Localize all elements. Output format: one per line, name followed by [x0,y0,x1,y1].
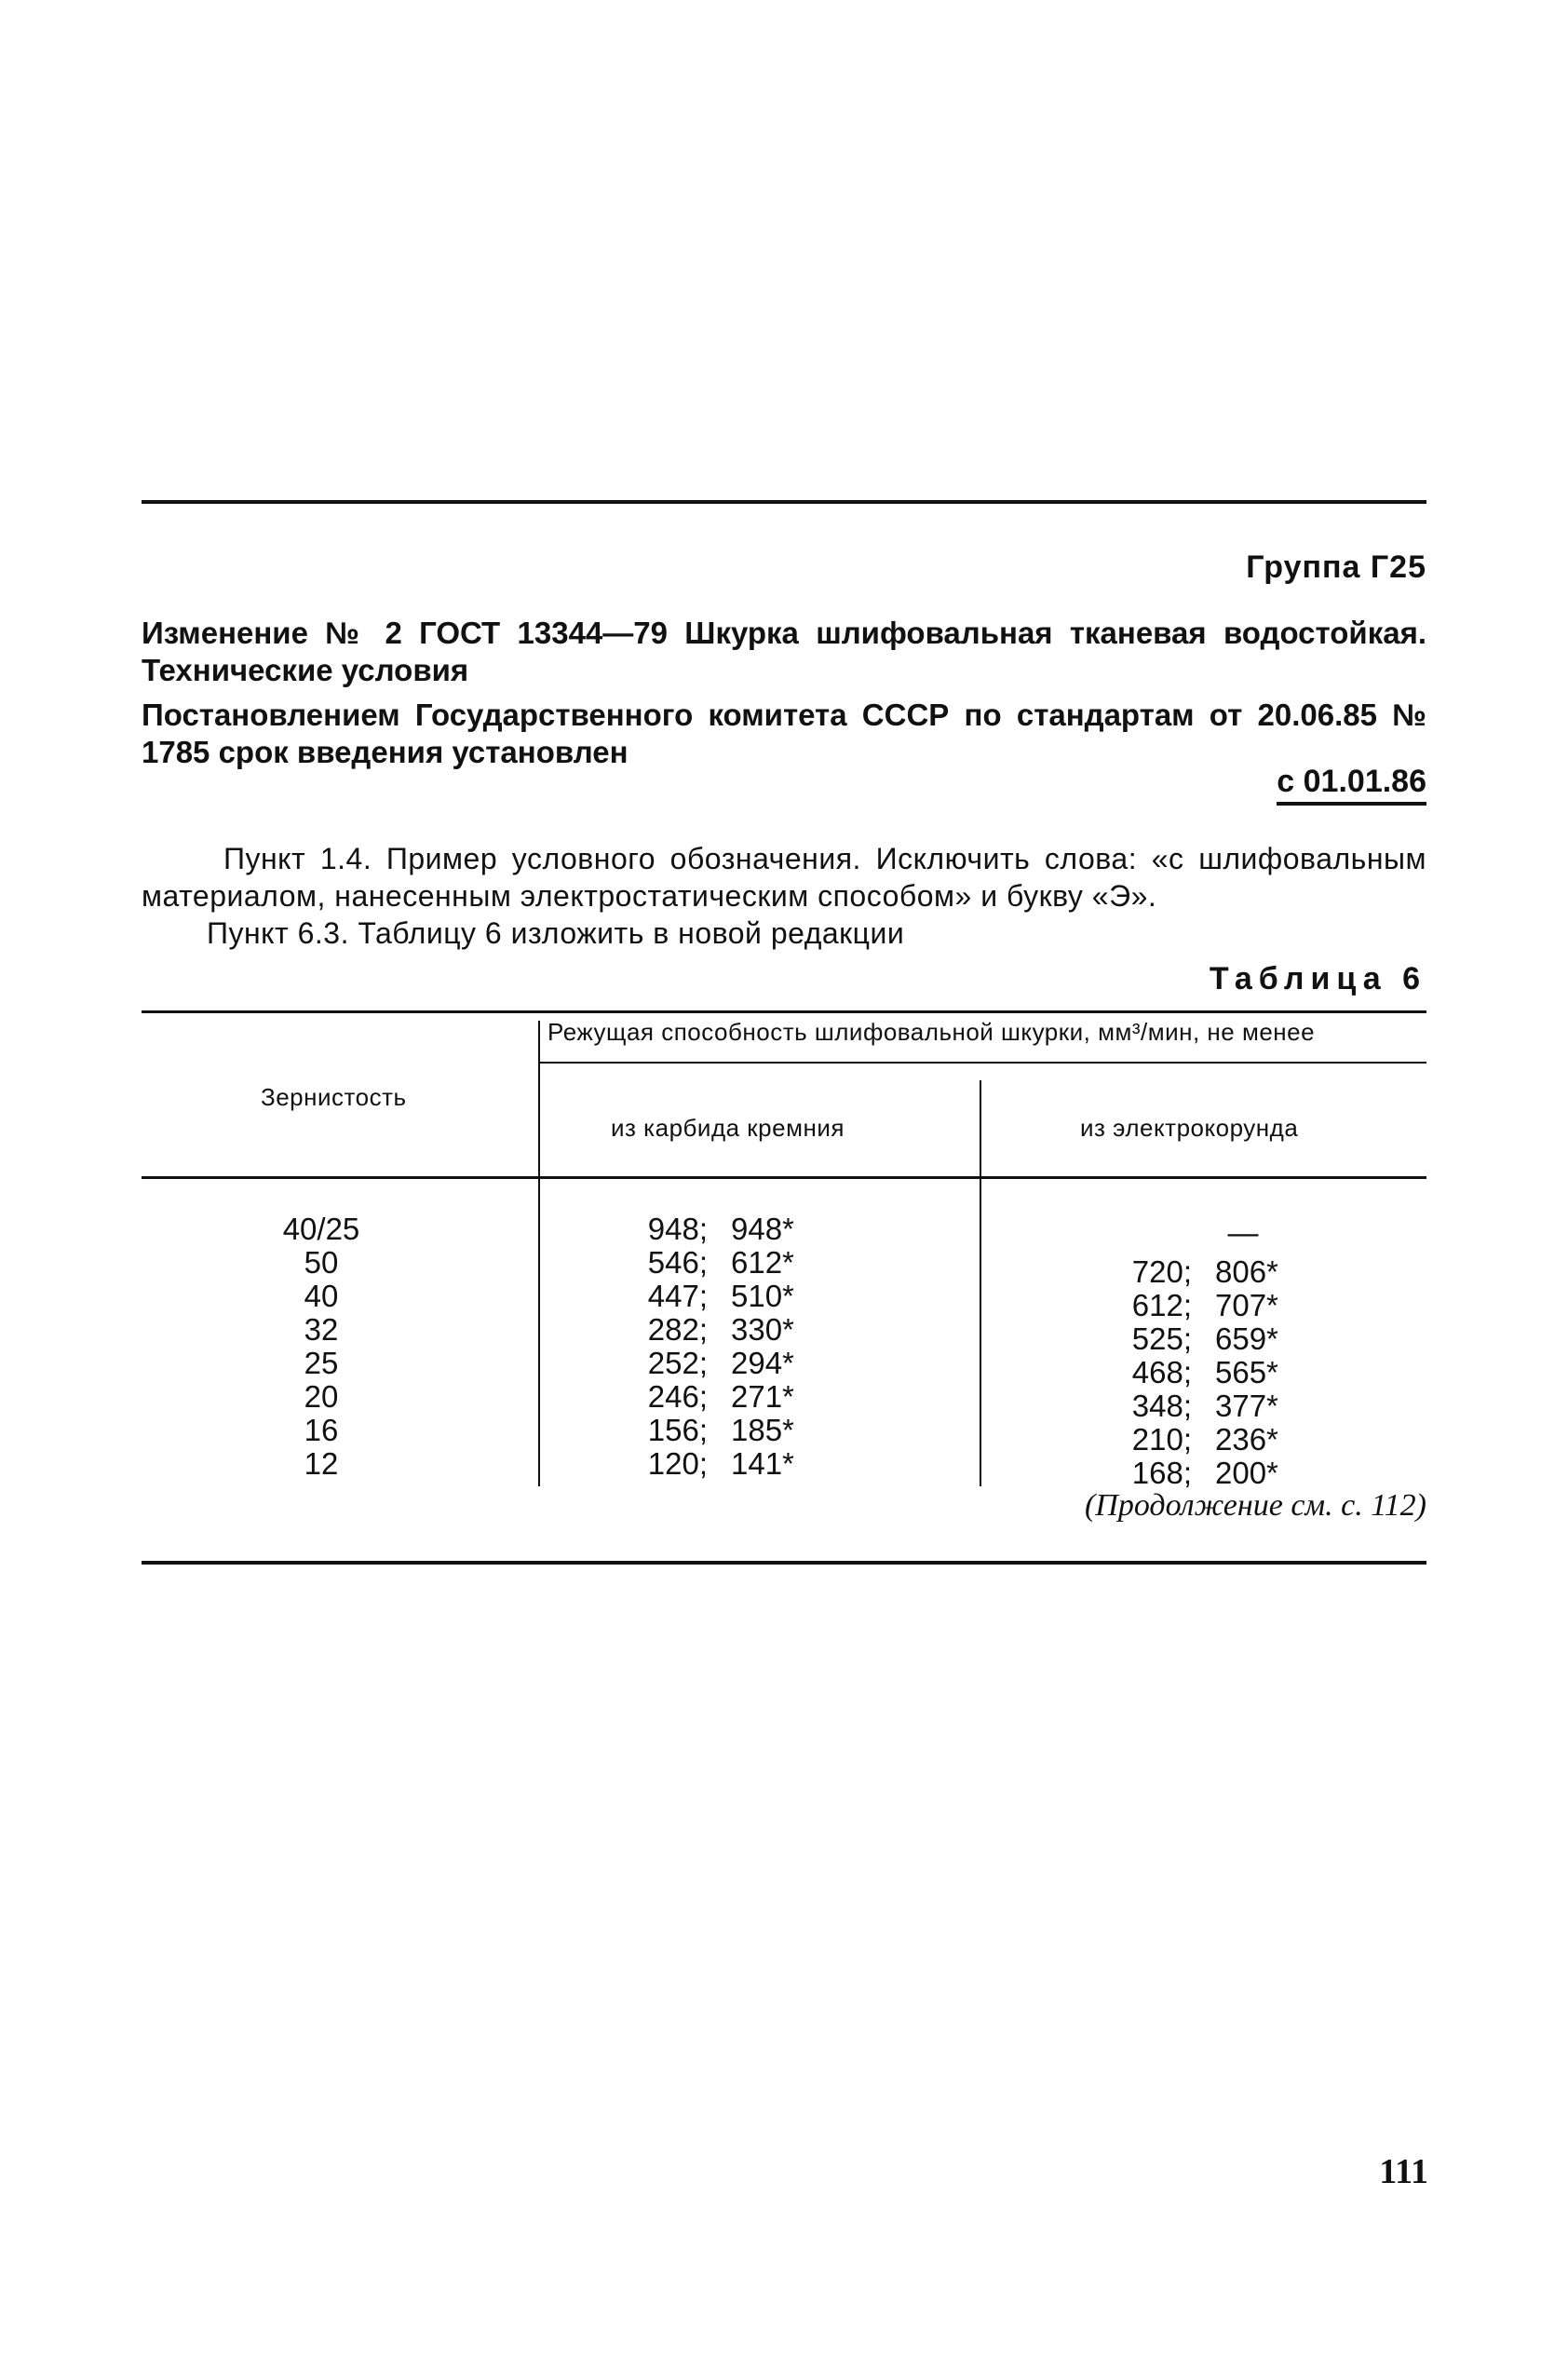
si-value-cell: 246; [647,1379,708,1414]
decree-text: Постановлением Государственного комитета СССР по стандартам от 20.06.85 № 1785 срок введения установлен [142,698,1426,769]
el-value-cell: 468; [1131,1355,1192,1389]
header-grain: Зернистость [261,1083,407,1111]
header-electrocorundum: из электрокорунда [1080,1114,1299,1142]
column-divider-2 [980,1080,981,1486]
el-dash-cell: — [1227,1215,1259,1250]
si-value-star-cell: 948* [731,1212,794,1246]
grain-cell: 40/25 [282,1212,360,1246]
bottom-rule [142,1561,1426,1565]
si-value-star-cell: 330* [731,1312,794,1347]
grain-cell: 16 [304,1413,339,1447]
header-cutting-capacity: Режущая способность шлифовальной шкурки, мм³/мин, не менее [547,1018,1316,1046]
si-value-cell: 282; [647,1312,708,1347]
continuation-note: (Продолжение см. с. 112) [1084,1488,1426,1523]
si-value-cell: 546; [647,1245,708,1280]
page-number: 111 [1379,2152,1428,2191]
si-value-star-cell: 612* [731,1245,794,1280]
paragraph-2: Пункт 6.3. Таблицу 6 изложить в новой редакции [207,916,905,950]
el-value-star-cell: 236* [1215,1422,1278,1457]
grain-cell: 20 [304,1379,339,1414]
el-value-star-cell: 200* [1215,1456,1278,1490]
el-value-cell: 720; [1131,1254,1192,1289]
si-value-star-cell: 185* [731,1413,794,1447]
si-value-star-cell: 141* [731,1446,794,1481]
top-rule [142,500,1426,504]
si-value-star-cell: 294* [731,1346,794,1380]
column-divider-1 [538,1021,540,1486]
el-value-star-cell: 565* [1215,1355,1278,1389]
paragraph-1: Пункт 1.4. Пример условного обозначения. Исключить слова: «с шлифовальным материалом, нанесенным электростатическим способом» и букву «Э». [142,842,1426,913]
grain-cell: 40 [304,1279,339,1313]
el-value-cell: 525; [1131,1321,1192,1356]
table-top-rule [142,1010,1426,1013]
el-value-star-cell: 707* [1215,1288,1278,1322]
change-title: Изменение № 2 ГОСТ 13344—79 Шкурка шлифовальная тканевая водостойкая. Технические условия [142,616,1426,687]
si-value-cell: 948; [647,1212,708,1246]
header-silicon-carbide: из карбида кремния [611,1114,845,1142]
si-value-cell: 252; [647,1346,708,1380]
si-value-star-cell: 510* [731,1279,794,1313]
table-caption: Таблица 6 [1209,961,1426,996]
subheader-rule [540,1062,1426,1064]
el-value-star-cell: 806* [1215,1254,1278,1289]
el-value-cell: 210; [1131,1422,1192,1457]
el-value-cell: 612; [1131,1288,1192,1322]
si-value-cell: 156; [647,1413,708,1447]
si-value-cell: 120; [647,1446,708,1481]
si-value-star-cell: 271* [731,1379,794,1414]
el-value-star-cell: 659* [1215,1321,1278,1356]
el-value-cell: 168; [1131,1456,1192,1490]
grain-cell: 50 [304,1245,339,1280]
grain-cell: 25 [304,1346,339,1380]
si-value-cell: 447; [647,1279,708,1313]
effective-date: с 01.01.86 [1277,764,1426,806]
table-header-rule [142,1176,1426,1179]
grain-cell: 32 [304,1312,339,1347]
el-value-cell: 348; [1131,1389,1192,1423]
group-code: Группа Г25 [1246,549,1426,585]
el-value-star-cell: 377* [1215,1389,1278,1423]
grain-cell: 12 [304,1446,339,1481]
